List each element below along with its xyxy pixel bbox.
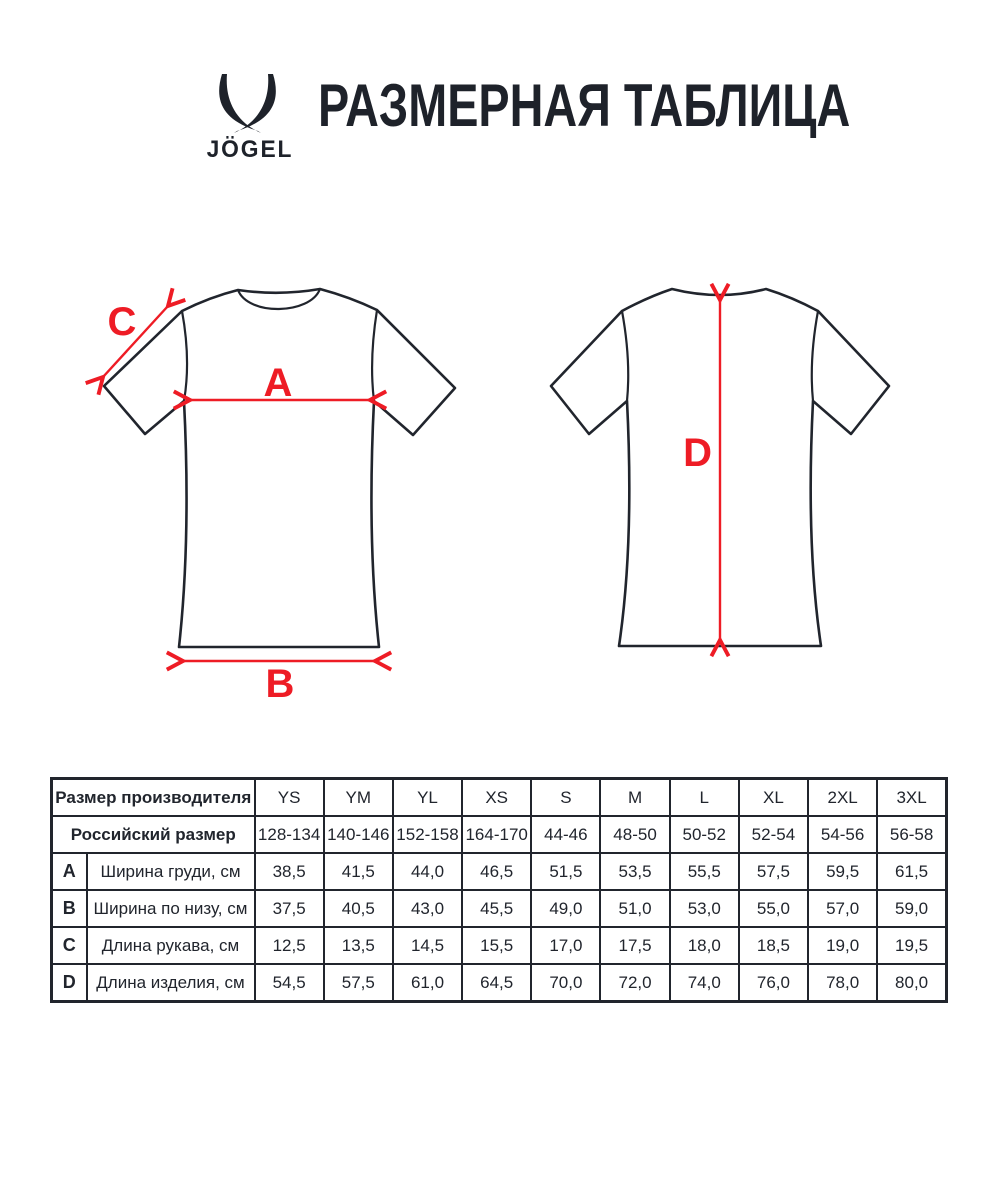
brand-name: JÖGEL xyxy=(206,136,294,163)
measure-name-cell: Ширина груди, см xyxy=(87,853,255,890)
size-code-cell: S xyxy=(531,779,600,817)
russian-size-cell: 44-46 xyxy=(531,816,600,853)
measure-name-cell: Ширина по низу, см xyxy=(87,890,255,927)
measure-value-cell: 61,5 xyxy=(877,853,946,890)
size-code-cell: M xyxy=(600,779,669,817)
measure-value-cell: 51,0 xyxy=(600,890,669,927)
measure-value-cell: 40,5 xyxy=(324,890,393,927)
russian-size-cell: 152-158 xyxy=(393,816,462,853)
size-code-cell: XS xyxy=(462,779,531,817)
measure-value-cell: 59,0 xyxy=(877,890,946,927)
measure-value-cell: 18,5 xyxy=(739,927,808,964)
size-code-cell: YL xyxy=(393,779,462,817)
measure-value-cell: 57,5 xyxy=(324,964,393,1002)
size-code-cell: YM xyxy=(324,779,393,817)
size-code-cell: XL xyxy=(739,779,808,817)
measure-value-cell: 78,0 xyxy=(808,964,877,1002)
measure-value-cell: 19,0 xyxy=(808,927,877,964)
measure-value-cell: 57,0 xyxy=(808,890,877,927)
measure-value-cell: 44,0 xyxy=(393,853,462,890)
russian-size-label: Российский размер xyxy=(52,816,255,853)
russian-size-cell: 56-58 xyxy=(877,816,946,853)
measure-value-cell: 61,0 xyxy=(393,964,462,1002)
russian-size-cell: 128-134 xyxy=(255,816,324,853)
measure-value-cell: 18,0 xyxy=(670,927,739,964)
measure-value-cell: 41,5 xyxy=(324,853,393,890)
measure-value-cell: 55,5 xyxy=(670,853,739,890)
measure-value-cell: 53,0 xyxy=(670,890,739,927)
measure-value-cell: 80,0 xyxy=(877,964,946,1002)
measure-letter-cell: A xyxy=(52,853,87,890)
measure-value-cell: 14,5 xyxy=(393,927,462,964)
measure-value-cell: 46,5 xyxy=(462,853,531,890)
measure-label-d: D xyxy=(683,431,712,475)
measure-value-cell: 72,0 xyxy=(600,964,669,1002)
measure-value-cell: 51,5 xyxy=(531,853,600,890)
measure-value-cell: 49,0 xyxy=(531,890,600,927)
table-row-measure-b xyxy=(52,890,947,927)
measure-value-cell: 17,0 xyxy=(531,927,600,964)
measure-value-cell: 59,5 xyxy=(808,853,877,890)
measure-name-cell: Длина изделия, см xyxy=(87,964,255,1002)
measure-name-cell: Длина рукава, см xyxy=(87,927,255,964)
russian-size-cell: 50-52 xyxy=(670,816,739,853)
measure-letter-cell: B xyxy=(52,890,87,927)
russian-size-cell: 52-54 xyxy=(739,816,808,853)
measure-letter-cell: D xyxy=(52,964,87,1002)
russian-size-cell: 140-146 xyxy=(324,816,393,853)
measure-value-cell: 64,5 xyxy=(462,964,531,1002)
size-code-cell: YS xyxy=(255,779,324,817)
measure-label-a: A xyxy=(263,361,293,405)
table-row-measure-d xyxy=(52,964,947,1002)
measure-label-b: B xyxy=(265,662,295,706)
measure-value-cell: 37,5 xyxy=(255,890,324,927)
measure-value-cell: 13,5 xyxy=(324,927,393,964)
measure-value-cell: 57,5 xyxy=(739,853,808,890)
measure-value-cell: 45,5 xyxy=(462,890,531,927)
measure-label-c: C xyxy=(107,300,137,344)
measure-value-cell: 54,5 xyxy=(255,964,324,1002)
russian-size-cell: 48-50 xyxy=(600,816,669,853)
table-row-manufacturer-size xyxy=(52,779,947,817)
tshirt-front-diagram xyxy=(104,289,455,647)
size-code-cell: L xyxy=(670,779,739,817)
measure-value-cell: 12,5 xyxy=(255,927,324,964)
size-table xyxy=(50,777,948,1003)
measure-value-cell: 43,0 xyxy=(393,890,462,927)
measure-value-cell: 15,5 xyxy=(462,927,531,964)
page-title: РАЗМЕРНАЯ ТАБЛИЦА xyxy=(318,72,851,139)
table-row-russian-size xyxy=(52,816,947,853)
measure-value-cell: 70,0 xyxy=(531,964,600,1002)
measure-value-cell: 74,0 xyxy=(670,964,739,1002)
size-code-cell: 3XL xyxy=(877,779,946,817)
measure-letter-cell: C xyxy=(52,927,87,964)
measure-value-cell: 53,5 xyxy=(600,853,669,890)
size-table-body xyxy=(52,779,947,1002)
table-row-measure-c xyxy=(52,927,947,964)
measure-value-cell: 38,5 xyxy=(255,853,324,890)
table-row-measure-a xyxy=(52,853,947,890)
russian-size-cell: 164-170 xyxy=(462,816,531,853)
measure-value-cell: 17,5 xyxy=(600,927,669,964)
measure-value-cell: 55,0 xyxy=(739,890,808,927)
size-code-cell: 2XL xyxy=(808,779,877,817)
measure-value-cell: 76,0 xyxy=(739,964,808,1002)
russian-size-cell: 54-56 xyxy=(808,816,877,853)
measure-value-cell: 19,5 xyxy=(877,927,946,964)
manufacturer-size-label: Размер производителя xyxy=(52,779,255,817)
